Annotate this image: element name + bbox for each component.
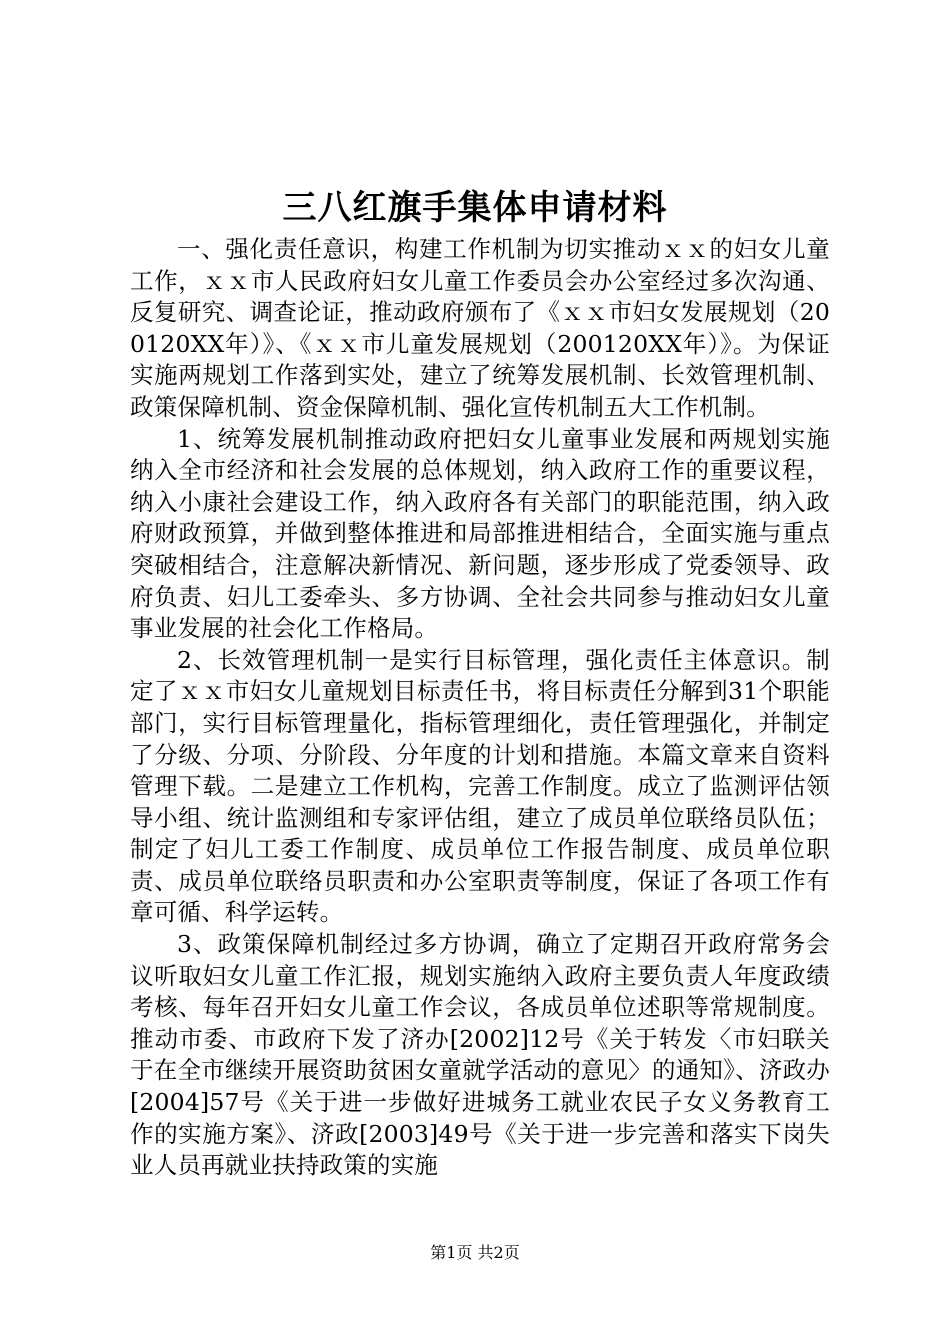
paragraph-1: 一、强化责任意识，构建工作机制为切实推动ｘｘ的妇女儿童工作，ｘｘ市人民政府妇女儿童工作委员会办公室经过多次沟通、反复研究、调查论证，推动政府颁布了《ｘｘ市妇女发展规划（200120XX年）》、《ｘｘ市儿童发展规划（200120XX年）》。为保证实施两规划工作落到实处，建立了统筹发展机制、长效管理机制、政策保障机制、资金保障机制、强化宣传机制五大工作机制。 xyxy=(130,235,830,421)
paragraph-4: 3、政策保障机制经过多方协调，确立了定期召开政府常务会议听取妇女儿童工作汇报，规划实施纳入政府主要负责人年度政绩考核、每年召开妇女儿童工作会议，各成员单位述职等常规制度。推动市委、市政府下发了济办[2002]12号《关于转发〈市妇联关于在全市继续开展资助贫困女童就学活动的意见〉的通知》、济政办[2004]57号《关于进一步做好进城务工就业农民子女义务教育工作的实施方案》、济政[2003]49号《关于进一步完善和落实下岗失业人员再就业扶持政策的实施 xyxy=(130,930,830,1180)
paragraph-2: 1、统筹发展机制推动政府把妇女儿童事业发展和两规划实施纳入全市经济和社会发展的总体规划，纳入政府工作的重要议程，纳入小康社会建设工作，纳入政府各有关部门的职能范围，纳入政府财政预算，并做到整体推进和局部推进相结合，全面实施与重点突破相结合，注意解决新情况、新问题，逐步形成了党委领导、政府负责、妇儿工委牵头、多方协调、全社会共同参与推动妇女儿童事业发展的社会化工作格局。 xyxy=(130,424,830,643)
document-body xyxy=(130,234,830,1182)
document-title: 三八红旗手集体申请材料 xyxy=(282,188,668,228)
paragraph-3: 2、长效管理机制一是实行目标管理，强化责任主体意识。制定了ｘｘ市妇女儿童规划目标责任书，将目标责任分解到31个职能部门，实行目标管理量化，指标管理细化，责任管理强化，并制定了分级、分项、分阶段、分年度的计划和措施。本篇文章来自资料管理下载。二是建立工作机构，完善工作制度。成立了监测评估领导小组、统计监测组和专家评估组，建立了成员单位联络员队伍；制定了妇儿工委工作制度、成员单位工作报告制度、成员单位职责、成员单位联络员职责和办公室职责等制度，保证了各项工作有章可循、科学运转。 xyxy=(130,645,830,927)
page-footer: 第1页 共2页 xyxy=(430,1243,520,1262)
